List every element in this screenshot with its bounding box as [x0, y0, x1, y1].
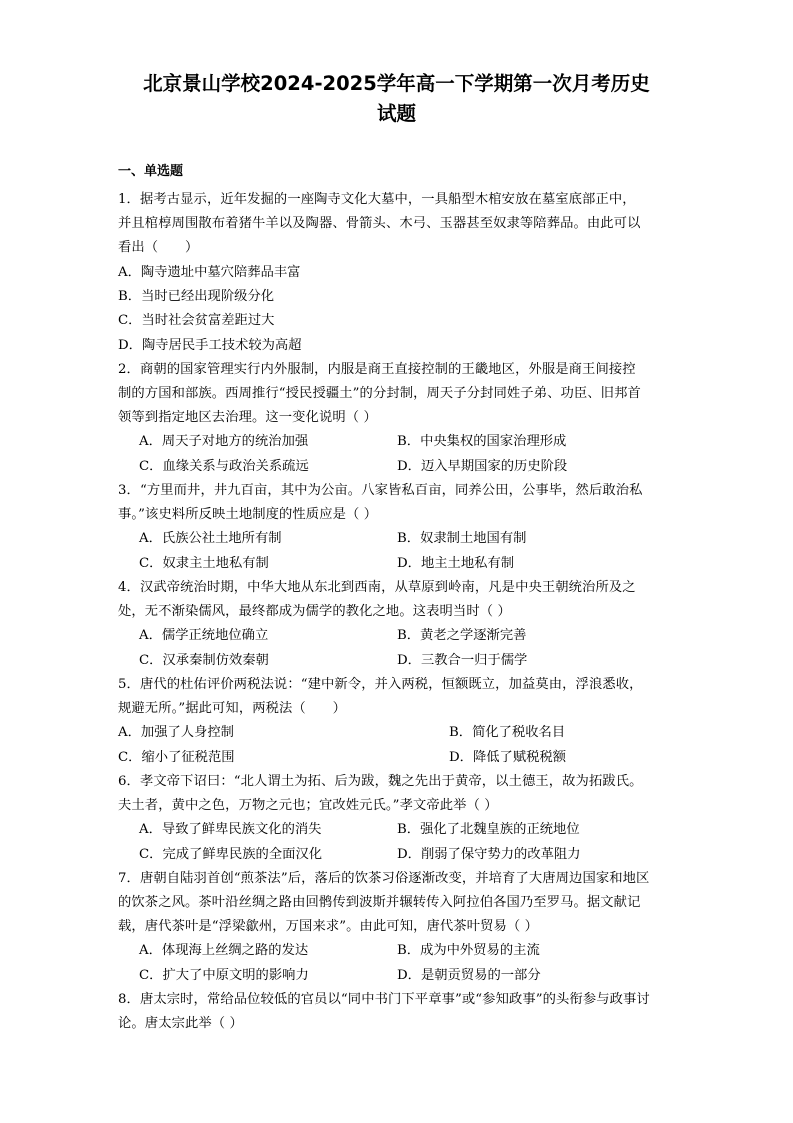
option-d: D．迈入早期国家的历史阶段 [397, 459, 568, 474]
document-title-line-1: 北京景山学校2024-2025学年高一下学期第一次月考历史 [143, 72, 650, 95]
option-b: B．简化了税收名目 [449, 725, 566, 740]
option-b: B．当时已经出现阶级分化 [118, 289, 275, 304]
question-text-line: 事。”该史料所反映土地制度的性质应是（ ） [118, 507, 378, 522]
question-text-line: 夫土者，黄中之色，万物之元也；宜改姓元氏。”孝文帝此举（ ） [118, 798, 498, 813]
option-d: D．是朝贡贸易的一部分 [397, 968, 541, 983]
option-c: C．完成了鲜卑民族的全面汉化 [139, 847, 323, 862]
question-text-line: 载，唐代茶叶是“浮梁歙州，万国来求”。由此可知，唐代茶叶贸易（ ） [118, 919, 539, 934]
question-text-line: 论。唐太宗此举（ ） [118, 1016, 243, 1031]
option-b: B．黄老之学逐渐完善 [397, 628, 527, 643]
question-text-line: 8．唐太宗时，常给品位较低的官员以“同中书门下平章事”或“参知政事”的头衔参与政事讨 [118, 992, 650, 1007]
option-d: D．削弱了保守势力的改革阻力 [397, 847, 581, 862]
option-c: C．奴隶主土地私有制 [139, 556, 269, 571]
question-text-line: 1．据考古显示，近年发掘的一座陶寺文化大墓中，一具船型木棺安放在墓室底部正中， [118, 192, 636, 207]
option-c: C．血缘关系与政治关系疏远 [139, 459, 309, 474]
option-b: B．成为中外贸易的主流 [397, 943, 540, 958]
option-c: C．缩小了征税范围 [118, 750, 235, 765]
question-text-line: 7．唐朝自陆羽首创“煎茶法”后，落后的饮茶习俗逐渐改变，并培育了大唐周边国家和地区 [118, 871, 650, 886]
option-b: B．奴隶制土地国有制 [397, 531, 527, 546]
question-text-line: 看出（ ） [118, 240, 199, 255]
option-a: A．周天子对地方的统治加强 [139, 434, 309, 449]
question-text-line: 2．商朝的国家管理实行内外服制，内服是商王直接控制的王畿地区，外服是商王间接控 [118, 362, 636, 377]
document-title-line-2: 试题 [376, 102, 416, 125]
question-text-line: 领等到指定地区去治理。这一变化说明（ ） [118, 410, 377, 425]
question-text-line: 处，无不渐染儒风，最终都成为儒学的教化之地。这表明当时（ ） [118, 604, 511, 619]
question-text-line: 制的方国和部族。西周推行“授民授疆土”的分封制，周天子分封同姓子弟、功臣、旧邦首 [118, 386, 641, 401]
option-c: C．扩大了中原文明的影响力 [139, 968, 309, 983]
option-c: C．汉承秦制仿效秦朝 [139, 653, 269, 668]
option-d: D．陶寺居民手工技术较为高超 [118, 338, 302, 353]
question-text-line: 规避无所。”据此可知，两税法（ ） [118, 701, 346, 716]
option-c: C．当时社会贫富差距过大 [118, 313, 275, 328]
option-a: A．导致了鲜卑民族文化的消失 [139, 822, 322, 837]
question-text-line: 的饮茶之风。茶叶沿丝绸之路由回鹘传到波斯并辗转传入阿拉伯各国乃至罗马。据文献记 [118, 895, 641, 910]
option-b: B．强化了北魏皇族的正统地位 [397, 822, 580, 837]
option-a: A．儒学正统地位确立 [139, 628, 269, 643]
option-a: A．加强了人身控制 [118, 725, 234, 740]
question-text-line: 并且棺椁周围散布着猪牛羊以及陶器、骨箭头、木弓、玉器甚至奴隶等陪葬品。由此可以 [118, 216, 641, 231]
option-d: D．地主土地私有制 [397, 556, 515, 571]
option-a: A．氏族公社土地所有制 [139, 531, 282, 546]
option-d: D．三教合一归于儒学 [397, 653, 528, 668]
option-d: D．降低了赋税税额 [449, 750, 567, 765]
question-text-line: 3．“方里而井，井九百亩，其中为公亩。八家皆私百亩，同养公田，公事毕，然后敢治私 [118, 483, 643, 498]
section-heading: 一、单选题 [118, 164, 184, 179]
option-a: A．陶寺遗址中墓穴陪葬品丰富 [118, 265, 301, 280]
question-text-line: 5．唐代的杜佑评价两税法说：“建中新令，并入两税，恒额既立，加益莫由，浮浪悉收， [118, 677, 643, 692]
question-text-line: 6．孝文帝下诏曰：“北人谓土为拓、后为跋，魏之先出于黄帝，以土德王，故为拓跋氏。 [118, 774, 643, 789]
question-text-line: 4．汉武帝统治时期，中华大地从东北到西南，从草原到岭南，凡是中央王朝统治所及之 [118, 580, 636, 595]
option-a: A．体现海上丝绸之路的发达 [139, 943, 309, 958]
option-b: B．中央集权的国家治理形成 [397, 434, 567, 449]
